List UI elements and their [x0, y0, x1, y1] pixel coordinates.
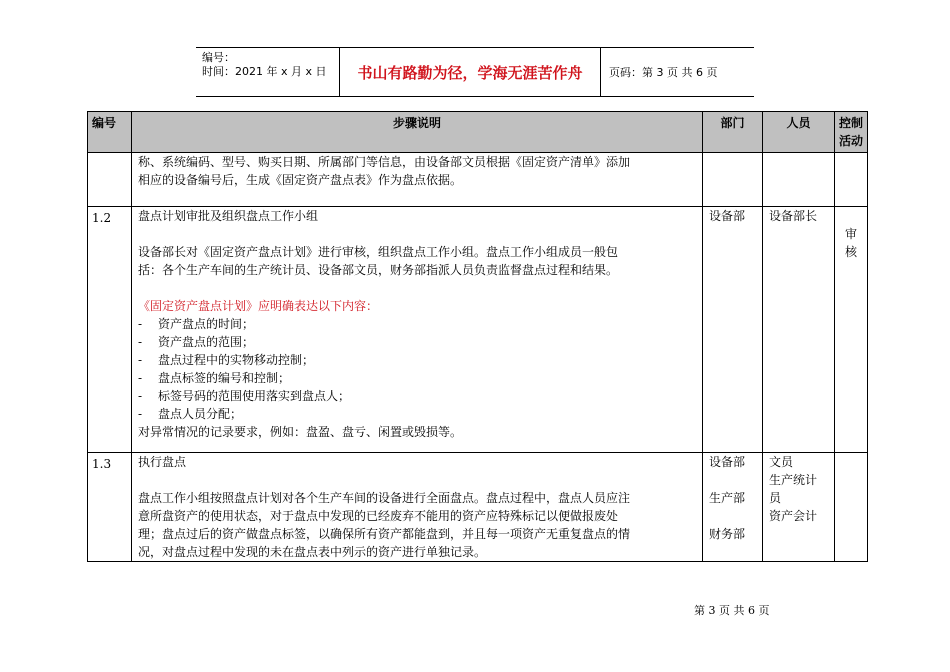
- step-title: 盘点计划审批及组织盘点工作小组: [138, 209, 319, 223]
- step-person: 文员 生产统计 员 资产会计: [763, 453, 835, 562]
- step-number: 1.2: [88, 207, 132, 453]
- col-header-dept: 部门: [703, 112, 763, 153]
- step-control: 审核: [835, 207, 868, 453]
- plan-requirement-heading: 《固定资产盘点计划》应明确表达以下内容：: [138, 299, 379, 313]
- header-time: 时间：2021 年 x 月 x 日: [202, 65, 327, 78]
- step-dept: 设备部 生产部 财务部: [703, 453, 763, 562]
- page-header: [196, 47, 754, 97]
- step-number: 1.3: [88, 453, 132, 562]
- step-description: 执行盘点 盘点工作小组按照盘点计划对各个生产车间的设备进行全面盘点。盘点过程中，盘点人员应注 意所盘资产的使用状态，对于盘点中发现的已经废弃不能用的资产应特殊标记以便做报废处 理；盘点过后的资产做盘点标签，以确保所有资产都能盘到，并且每一项资产无重复盘点的情 况，对盘点过程中发现的未在盘点表中列示的资产进行单独记录。: [132, 453, 703, 562]
- list-item: - 盘点标签的编号和控制；: [138, 371, 291, 385]
- table-row: [88, 453, 868, 562]
- step-dept: 设备部: [703, 207, 763, 453]
- list-item: - 资产盘点的范围；: [138, 335, 255, 349]
- procedure-table: [87, 111, 868, 562]
- header-page-code: 页码：第 3 页 共 6 页: [609, 66, 718, 79]
- col-header-steps: 步骤说明: [132, 112, 703, 153]
- table-row: [88, 153, 868, 207]
- col-header-number: 编号: [88, 112, 132, 153]
- col-header-person: 人员: [763, 112, 835, 153]
- step-person: 设备部长: [763, 207, 835, 453]
- header-motto: 书山有路勤为径，学海无涯苦作舟: [340, 48, 601, 96]
- list-item: - 盘点人员分配；: [138, 407, 243, 421]
- list-item: - 盘点过程中的实物移动控制；: [138, 353, 315, 367]
- header-meta: [196, 48, 340, 96]
- col-header-control: 控制活动: [835, 112, 868, 153]
- page-footer: 第 3 页 共 6 页: [694, 604, 770, 617]
- header-id-label: 编号：: [202, 51, 235, 64]
- list-item: - 标签号码的范围使用落实到盘点人；: [138, 389, 351, 403]
- step-description: 盘点计划审批及组织盘点工作小组 设备部长对《固定资产盘点计划》进行审核，组织盘点工作小组。盘点工作小组成员一般包 括：各个生产车间的生产统计员、设备部文员，财务部指派人员负责监督盘点过程和结果。 《固定资产盘点计划》应明确表达以下内容： - 资产盘点的时间； - 资产盘点的范围； - 盘点过程中的实物移动控制； - 盘点标签的编号和控制； - 标签号码的范围使用落实到盘点人； - 盘点人员分配； 对异常情况的记录要求，例如：盘盈、盘亏、闲置或毁损等。: [132, 207, 703, 453]
- step-title: 执行盘点: [138, 455, 187, 469]
- table-header-row: [88, 112, 868, 153]
- step-description: 称、系统编码、型号、购买日期、所属部门等信息，由设备部文员根据《固定资产清单》添加 相应的设备编号后，生成《固定资产盘点表》作为盘点依据。: [132, 153, 703, 207]
- list-item: - 资产盘点的时间；: [138, 317, 255, 331]
- table-row: [88, 207, 868, 453]
